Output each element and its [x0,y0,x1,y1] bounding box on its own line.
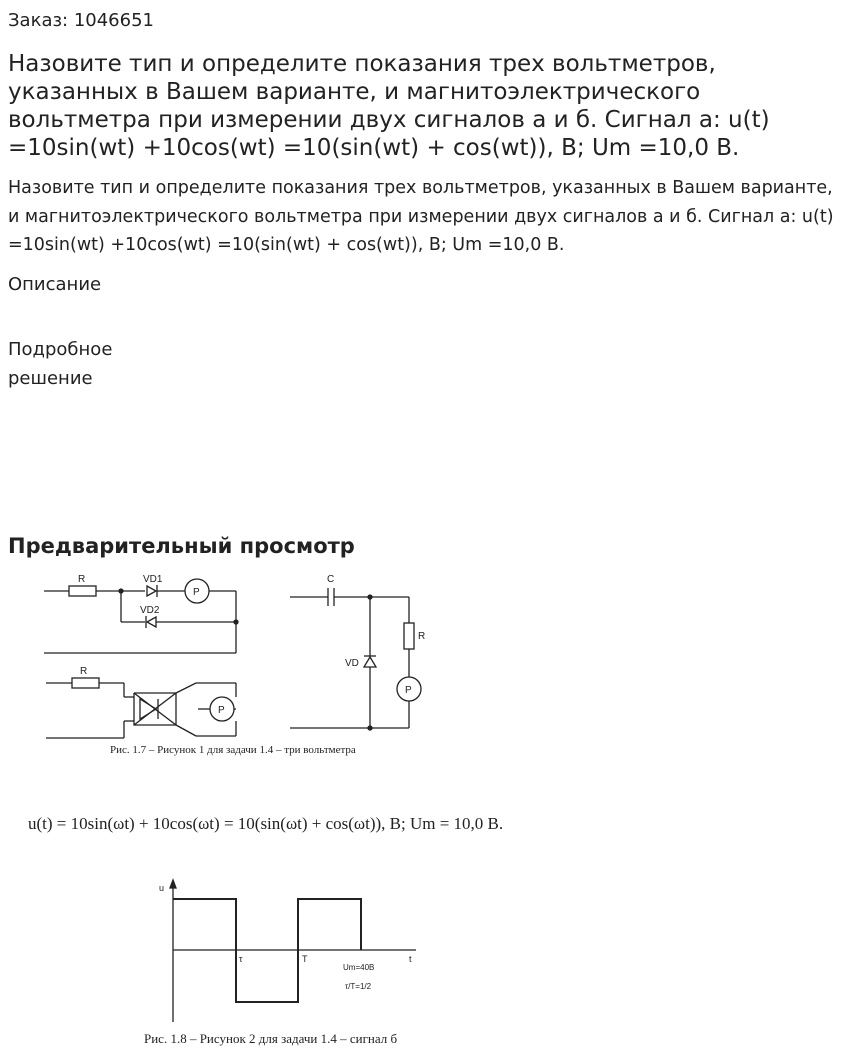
description-label: Описание [8,274,102,295]
figure1-caption: Рис. 1.7 – Рисунок 1 для задачи 1.4 – три вольтметра [110,744,356,756]
task-description: Назовите тип и определите показания трех вольтметров, указанных в Вашем варианте, и магнитоэлектрического вольтметра при измерении двух сигналов а и б. Сигнал а: u(t) =10sin(wt) +10cos(wt) =10(sin(wt) + cos(wt)), В; Um =10,0 В. [8,178,834,255]
diode-vd1 [147,586,156,596]
circuit-1 [44,574,238,653]
svg-text:P: P [218,705,225,716]
svg-text:P: P [405,685,412,696]
svg-text:P: P [193,587,200,598]
svg-text:u: u [159,883,165,893]
diode-vd [364,657,376,667]
svg-text:C: C [327,574,335,585]
signal-plot [0,870,847,1030]
svg-text:τ: τ [239,954,243,964]
signal-formula: u(t) = 10sin(ωt) + 10cos(ωt) = 10(sin(ωt) + cos(ωt)), В; Um = 10,0 В. [28,814,504,833]
svg-text:Um=40В: Um=40В [343,963,375,972]
svg-text:VD2: VD2 [140,605,160,616]
resistor-r1 [69,586,96,596]
figure2-caption: Рис. 1.8 – Рисунок 2 для задачи 1.4 – сигнал б [144,1031,398,1046]
diode-vd2 [147,617,156,627]
circuit-3 [290,574,425,730]
resistor-r3 [404,623,414,649]
page-title: Назовите тип и определите показания трех вольтметров, указанных в Вашем варианте, и магнитоэлектрического вольтметра при измерении двух сигналов а и б. Сигнал а: u(t) =10sin(wt) +10cos(wt) =10(sin(wt) + cos(wt)), В; Um =10,0 В. [8,51,770,161]
svg-text:R: R [418,631,426,642]
circuit-diagram [0,560,847,750]
preview-heading: Предварительный просмотр [8,534,355,558]
svg-text:t: t [409,954,412,964]
svg-text:τ/T=1/2: τ/T=1/2 [345,982,372,991]
resistor-r2 [72,678,99,688]
order-number: Заказ: 1046651 [8,10,154,31]
svg-text:R: R [78,574,86,585]
circuit-2 [46,666,236,738]
svg-text:T: T [302,954,308,964]
svg-text:VD: VD [345,658,359,669]
svg-text:R: R [80,666,88,677]
svg-text:VD1: VD1 [143,574,163,585]
detailed-solution-label: Подробное решение [8,339,113,389]
